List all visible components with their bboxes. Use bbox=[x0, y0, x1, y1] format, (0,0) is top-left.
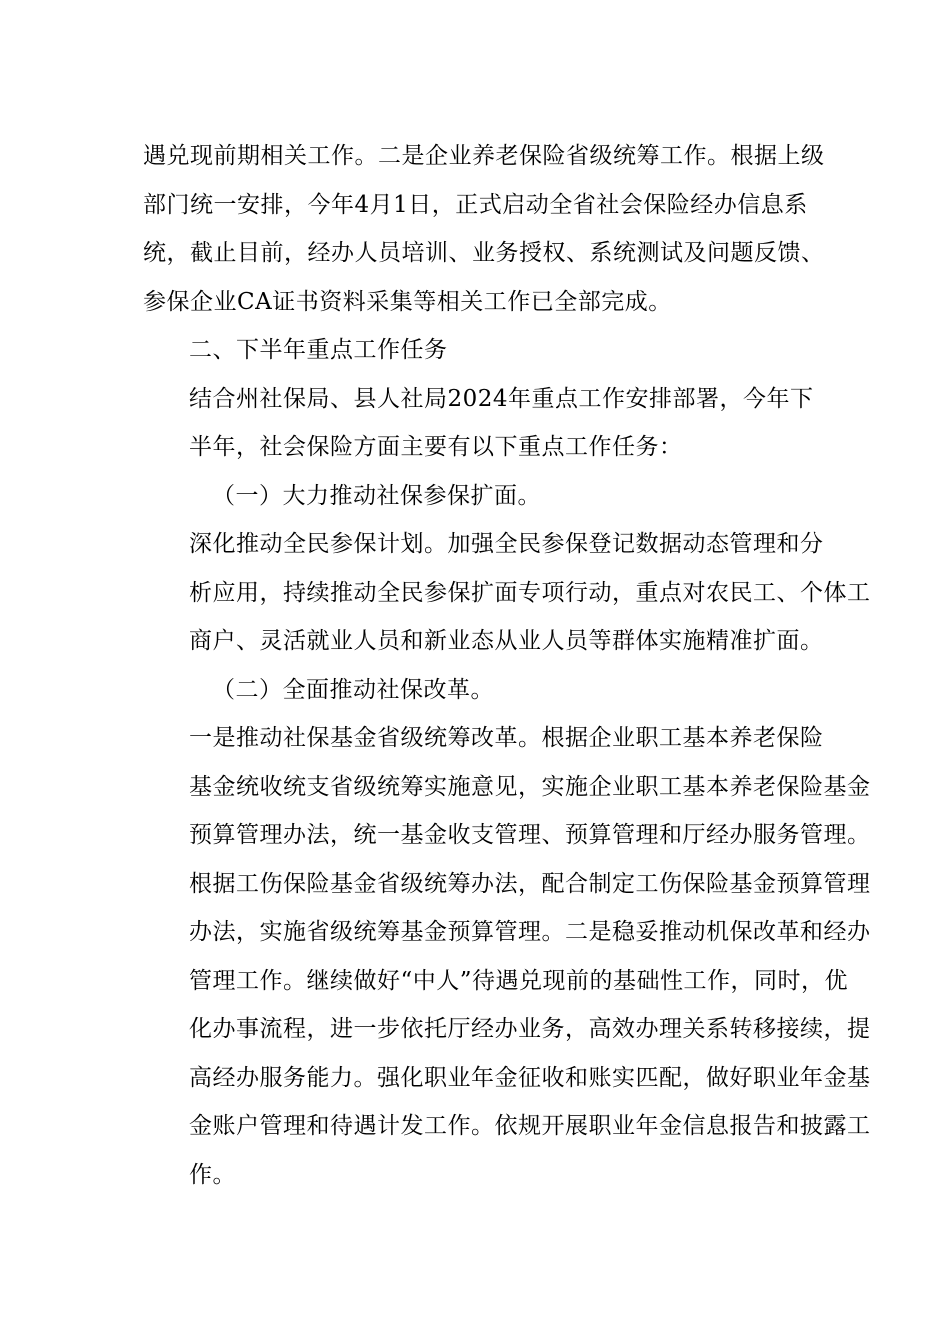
text-line: （一）大力推动社保参保扩面。 bbox=[212, 482, 541, 509]
text-line: 深化推动全民参保计划。加强全民参保登记数据动态管理和分 bbox=[189, 531, 824, 557]
paragraph bbox=[143, 472, 811, 521]
paragraph bbox=[143, 326, 811, 375]
paragraph bbox=[143, 666, 811, 715]
text-line: 一是推动社保基金省级统筹改革。根据企业职工基本养老保险 bbox=[189, 725, 824, 751]
text-line: 二、下半年重点工作任务 bbox=[189, 337, 448, 363]
text-line: 预算管理办法，统一基金收支管理、预算管理和厅经办服务管理。 bbox=[189, 822, 871, 848]
text-line: 结合州社保局、县人社局2024年重点工作安排部署，今年下 bbox=[189, 385, 814, 412]
text-line: 作。 bbox=[189, 1161, 236, 1188]
text-line: 基金统收统支省级统筹实施意见，实施企业职工基本养老保险基金 bbox=[189, 773, 871, 800]
document-body bbox=[143, 132, 871, 1199]
text-line: 根据工伤保险基金省级统筹办法，配合制定工伤保险基金预算管理 bbox=[189, 870, 871, 897]
text-line: 管理工作。继续做好“中人”待遇兑现前的基础性工作，同时，优 bbox=[189, 967, 849, 994]
paragraph bbox=[143, 714, 871, 1199]
text-line: 部门统一安排，今年4月1日，正式启动全省社会保险经办信息系 bbox=[143, 191, 808, 218]
text-line: 统，截止目前，经办人员培训、业务授权、系统测试及问题反馈、 bbox=[143, 240, 825, 266]
paragraph bbox=[143, 132, 825, 326]
text-line: （二）全面推动社保改革。 bbox=[212, 676, 494, 703]
text-line: 析应用，持续推动全民参保扩面专项行动，重点对农民工、个体工 bbox=[189, 579, 871, 606]
text-line: 参保企业CA证书资料采集等相关工作已全部完成。 bbox=[143, 288, 672, 315]
paragraph bbox=[143, 375, 814, 472]
text-line: 高经办服务能力。强化职业年金征收和账实匹配，做好职业年金基 bbox=[189, 1064, 871, 1091]
text-line: 半年，社会保险方面主要有以下重点工作任务： bbox=[189, 434, 683, 460]
text-line: 化办事流程，进一步依托厅经办业务，高效办理关系转移接续，提 bbox=[189, 1016, 871, 1042]
text-line: 遇兑现前期相关工作。二是企业养老保险省级统筹工作。根据上级 bbox=[143, 143, 825, 169]
paragraph bbox=[143, 520, 871, 666]
text-line: 金账户管理和待遇计发工作。依规开展职业年金信息报告和披露工 bbox=[189, 1113, 871, 1139]
text-line: 办法，实施省级统筹基金预算管理。二是稳妥推动机保改革和经办 bbox=[189, 919, 871, 945]
text-line: 商户、灵活就业人员和新业态从业人员等群体实施精准扩面。 bbox=[189, 628, 824, 654]
